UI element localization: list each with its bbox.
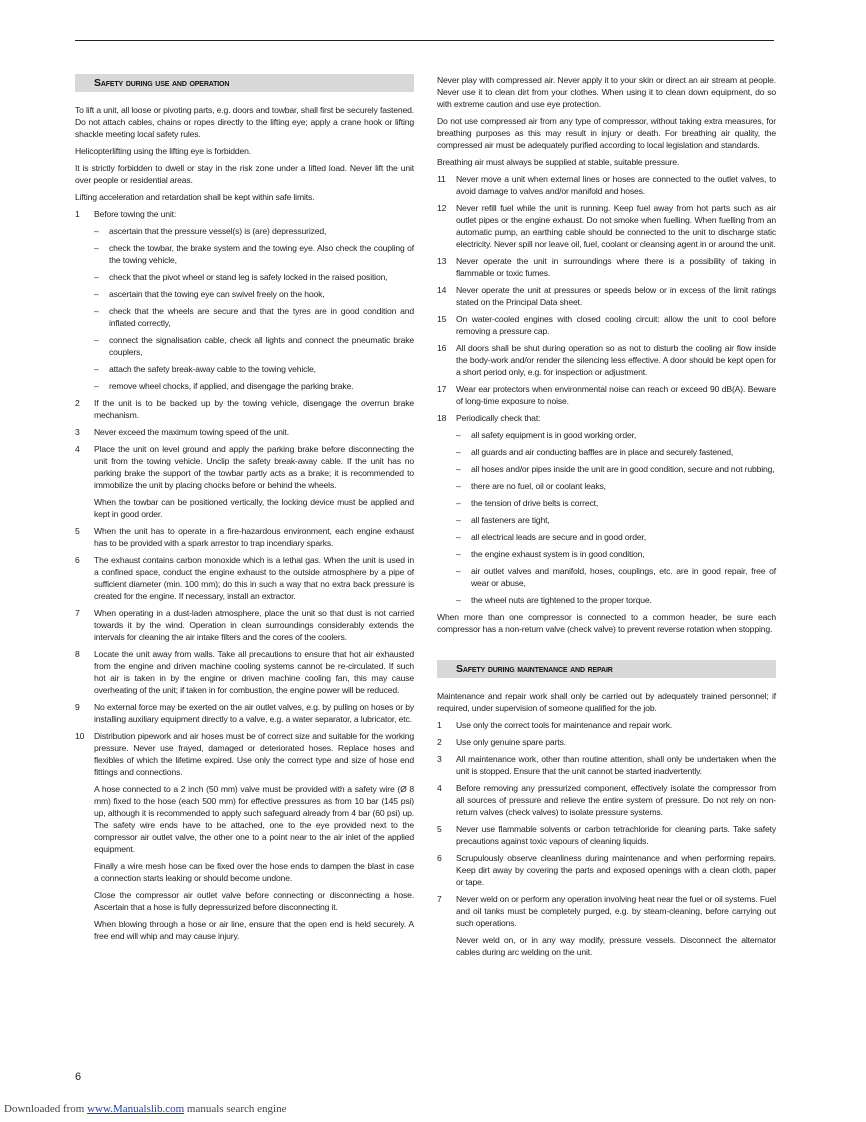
sub-item-text: remove wheel chocks, if applied, and disengage the parking brake. bbox=[109, 381, 354, 391]
item-paragraph: Never weld on, or in any way modify, pressure vessels. Disconnect the alternator cables during arc welding on the unit. bbox=[456, 935, 776, 957]
maintenance-items-list bbox=[437, 719, 776, 958]
sub-item-text: check the towbar, the brake system and the towing eye. Also check the coupling of the towing vehicle, bbox=[109, 243, 414, 265]
dash-bullet: – bbox=[94, 289, 99, 299]
list-item bbox=[437, 893, 776, 958]
sub-item bbox=[94, 334, 414, 358]
list-item bbox=[437, 313, 776, 337]
sub-item-text: air outlet valves and manifold, hoses, couplings, etc. are in good repair, free of wear or abuse, bbox=[471, 566, 776, 588]
paragraph: Breathing air must always be supplied at stable, suitable pressure. bbox=[437, 157, 680, 167]
dash-bullet: – bbox=[94, 364, 99, 374]
sub-item bbox=[94, 380, 414, 392]
sub-item-text: all guards and air conducting baffles are in place and securely fastened, bbox=[471, 447, 734, 457]
section-heading-use-operation: Safety during use and operation bbox=[75, 74, 414, 92]
sub-item bbox=[456, 548, 776, 560]
item-text: Place the unit on level ground and apply the parking brake before disconnecting the unit from the towing vehicle. Unclip the safety break-away cable. If the unit has no parking brake the support of the towbar partly acts as a brake; it is recommended to immobilize the unit by placing chocks before or behind the wheels. bbox=[94, 444, 414, 490]
sub-item bbox=[94, 225, 414, 237]
sub-item bbox=[456, 594, 776, 606]
sub-item-text: ascertain that the pressure vessel(s) is (are) depressurized, bbox=[109, 226, 327, 236]
list-item bbox=[75, 443, 414, 520]
item-number: 3 bbox=[437, 754, 442, 764]
item-number: 18 bbox=[437, 413, 447, 423]
list-item bbox=[437, 782, 776, 818]
left-column bbox=[75, 74, 414, 947]
item-number: 14 bbox=[437, 285, 447, 295]
dash-bullet: – bbox=[94, 226, 99, 236]
sub-item-text: all safety equipment is in good working order, bbox=[471, 430, 637, 440]
download-footer: Downloaded from www.Manualslib.com manuals search engine bbox=[4, 1103, 287, 1115]
dash-bullet: – bbox=[94, 335, 99, 345]
list-item bbox=[75, 607, 414, 643]
paragraph: Do not use compressed air from any type of compressor, without taking extra measures, for breathing purposes as this may result in injury or death. For breathing air quality, the compressed air must be adequately purified according to local legislation and standards. bbox=[437, 116, 776, 150]
item-number: 17 bbox=[437, 384, 447, 394]
item-number: 12 bbox=[437, 203, 447, 213]
list-item bbox=[75, 554, 414, 602]
item-text: Never use flammable solvents or carbon tetrachloride for cleaning parts. Take safety precautions against toxic vapours of cleaning liquids. bbox=[456, 824, 776, 846]
item-text: Before removing any pressurized component, effectively isolate the compressor from all sources of pressure and relieve the entire system of pressure. Do not rely on non-return valves (check valves) to isolate pressure systems. bbox=[456, 783, 776, 817]
sub-item-text: all hoses and/or pipes inside the unit are in good condition, secure and not rubbing, bbox=[471, 464, 775, 474]
dash-bullet: – bbox=[456, 549, 461, 559]
list-item bbox=[437, 753, 776, 777]
item-text: No external force may be exerted on the air outlet valves, e.g. by pulling on hoses or by installing auxiliary equipment directly to a valve, e.g. a water separator, a lubricator, etc. bbox=[94, 702, 414, 724]
item-number: 9 bbox=[75, 702, 80, 712]
paragraph: Never play with compressed air. Never apply it to your skin or direct an air stream at people. Never use it to clean dirt from your clothes. When using it to clean down equipment, do so with extreme caution and use eye protection. bbox=[437, 75, 776, 109]
item-paragraph: Finally a wire mesh hose can be fixed over the hose ends to dampen the blast in case a connection starts leaking or should become undone. bbox=[94, 861, 414, 883]
right-items-list bbox=[437, 173, 776, 606]
dash-bullet: – bbox=[456, 430, 461, 440]
sub-item bbox=[456, 463, 776, 475]
paragraph: Lifting acceleration and retardation shall be kept within safe limits. bbox=[75, 192, 315, 202]
list-item bbox=[75, 648, 414, 696]
item-number: 16 bbox=[437, 343, 447, 353]
sub-item bbox=[456, 565, 776, 589]
sub-item-text: ascertain that the towing eye can swivel freely on the hook, bbox=[109, 289, 325, 299]
sub-item bbox=[94, 363, 414, 375]
dash-bullet: – bbox=[94, 381, 99, 391]
list-item bbox=[437, 852, 776, 888]
list-item bbox=[75, 397, 414, 421]
item-paragraph: A hose connected to a 2 inch (50 mm) valve must be provided with a safety wire (Ø 8 mm) fixed to the hose (each 500 mm) for effective pressures as from 10 bar (145 psi) up, although it is recommended to apply such safeguard already from 4 bar (60 psi) up. The safety wire ends have to be attached, one to the eye provided next to the compressor air outlet valve, the other one to a point near to the air inlet of the applied equipment. bbox=[94, 784, 414, 854]
item-text: Distribution pipework and air hoses must be of correct size and suitable for the working pressure. Never use frayed, damaged or deteriorated hoses. Replace hoses and flexibles of which the lifetime expired. Use only the correct type and size of hose end fittings and connections. bbox=[94, 731, 414, 777]
dash-bullet: – bbox=[456, 515, 461, 525]
page-number: 6 bbox=[75, 1071, 82, 1083]
item-text: When the unit has to operate in a fire-hazardous environment, each engine exhaust has to be provided with a spark arrestor to trap incendiary sparks. bbox=[94, 526, 414, 548]
item-number: 5 bbox=[75, 526, 80, 536]
closing-paragraph: When more than one compressor is connected to a common header, be sure each compressor has a non-return valve (check valve) to prevent reverse rotation when stopping. bbox=[437, 612, 776, 634]
sub-item-text: all electrical leads are secure and in good order, bbox=[471, 532, 646, 542]
sub-item-text: there are no fuel, oil or coolant leaks, bbox=[471, 481, 606, 491]
sub-item bbox=[456, 514, 776, 526]
item-text: Wear ear protectors when environmental noise can reach or exceed 90 dB(A). Beware of long-time exposure to noise. bbox=[456, 384, 776, 406]
item-number: 6 bbox=[75, 555, 80, 565]
list-item bbox=[437, 202, 776, 250]
list-item bbox=[75, 730, 414, 942]
paragraph: It is strictly forbidden to dwell or stay in the risk zone under a lifted load. Never lift the unit over people or residential areas. bbox=[75, 163, 414, 185]
left-items-list bbox=[75, 208, 414, 942]
item-text: Never operate the unit at pressures or speeds below or in excess of the limit ratings stated on the Principal Data sheet. bbox=[456, 285, 776, 307]
item-number: 4 bbox=[75, 444, 80, 454]
dash-bullet: – bbox=[456, 464, 461, 474]
sub-item-text: check that the pivot wheel or stand leg is safely locked in the raised position, bbox=[109, 272, 388, 282]
right-continuation bbox=[437, 74, 776, 168]
item-number: 1 bbox=[437, 720, 442, 730]
item-text: Never move a unit when external lines or hoses are connected to the outlet valves, to avoid damage to valves and/or manifold and hoses. bbox=[456, 174, 776, 196]
section-heading-maintenance-repair: Safety during maintenance and repair bbox=[437, 660, 776, 678]
sub-item-text: check that the wheels are secure and that the tyres are in good condition and inflated correctly, bbox=[109, 306, 414, 328]
list-item bbox=[437, 736, 776, 748]
dash-bullet: – bbox=[456, 532, 461, 542]
sub-item bbox=[456, 446, 776, 458]
item-text: Locate the unit away from walls. Take all precautions to ensure that hot air exhausted from the engine and driven machine cooling systems cannot be re-circulated. If such hot air is taken in by the engine or driven machine cooling fan, this may cause overheating of the unit; if taken in for combustion, the engine power will be reduced. bbox=[94, 649, 414, 695]
list-item bbox=[437, 719, 776, 731]
item-text: Periodically check that: bbox=[456, 413, 541, 423]
item-text: The exhaust contains carbon monoxide which is a lethal gas. When the unit is used in a confined space, conduct the engine exhaust to the outside atmosphere by a pipe of sufficient diameter (min. 100 mm); do this in such a way that no extra back pressure is created for the engine. If necessary, install an extractor. bbox=[94, 555, 414, 601]
item-text: Use only genuine spare parts. bbox=[456, 737, 566, 747]
sub-item bbox=[94, 305, 414, 329]
item-paragraph: When blowing through a hose or air line, ensure that the open end is held securely. A free end will whip and may cause injury. bbox=[94, 919, 414, 941]
item-number: 15 bbox=[437, 314, 447, 324]
list-item bbox=[75, 426, 414, 438]
dash-bullet: – bbox=[94, 306, 99, 316]
paragraph: Helicopterlifting using the lifting eye is forbidden. bbox=[75, 146, 251, 156]
item-paragraph: When the towbar can be positioned vertically, the locking device must be applied and kept in good order. bbox=[94, 497, 414, 519]
dash-bullet: – bbox=[456, 498, 461, 508]
maintenance-intro: Maintenance and repair work shall only be carried out by adequately trained personnel; if required, under supervision of someone qualified for the job. bbox=[437, 691, 776, 713]
dash-bullet: – bbox=[456, 595, 461, 605]
item-text: Never weld on or perform any operation involving heat near the fuel or oil systems. Fuel and oil tanks must be completely purged, e.g. by steam-cleaning, before carrying out such operations. bbox=[456, 894, 776, 928]
item-number: 7 bbox=[437, 894, 442, 904]
sub-item-text: the tension of drive belts is correct, bbox=[471, 498, 599, 508]
sub-item bbox=[456, 429, 776, 441]
list-item bbox=[437, 173, 776, 197]
sub-item bbox=[94, 242, 414, 266]
item-text: Never operate the unit in surroundings where there is a possibility of taking in flammable or toxic fumes. bbox=[456, 256, 776, 278]
list-item bbox=[437, 255, 776, 279]
left-intro bbox=[75, 104, 414, 203]
sub-item-text: attach the safety break-away cable to the towing vehicle, bbox=[109, 364, 316, 374]
dash-bullet: – bbox=[94, 243, 99, 253]
list-item bbox=[75, 525, 414, 549]
dash-bullet: – bbox=[456, 566, 461, 576]
dash-bullet: – bbox=[456, 447, 461, 457]
sub-item bbox=[456, 531, 776, 543]
item-number: 6 bbox=[437, 853, 442, 863]
sub-item bbox=[94, 288, 414, 300]
sub-item-text: the engine exhaust system is in good condition, bbox=[471, 549, 645, 559]
item-text: All maintenance work, other than routine attention, shall only be undertaken when the unit is stopped. Ensure that the unit cannot be started inadvertently. bbox=[456, 754, 776, 776]
item-number: 13 bbox=[437, 256, 447, 266]
item-text: Never refill fuel while the unit is running. Keep fuel away from hot parts such as air outlet pipes or the engine exhaust. Do not smoke when fuelling. When fuelling from an automatic pump, an earthing cable should be connected to the unit to discharge static electricity. Never spill nor leave oil, fuel, coolant or cleansing agent in or around the unit. bbox=[456, 203, 776, 249]
item-text: Never exceed the maximum towing speed of the unit. bbox=[94, 427, 290, 437]
list-item bbox=[437, 342, 776, 378]
item-number: 8 bbox=[75, 649, 80, 659]
dash-bullet: – bbox=[94, 272, 99, 282]
item-text: On water-cooled engines with closed cooling circuit: allow the unit to cool before removing a pressure cap. bbox=[456, 314, 776, 336]
list-item bbox=[437, 823, 776, 847]
item-text: Scrupulously observe cleanliness during maintenance and when performing repairs. Keep dirt away by covering the parts and exposed openings with a clean cloth, paper or tape. bbox=[456, 853, 776, 887]
list-item bbox=[75, 701, 414, 725]
item-number: 4 bbox=[437, 783, 442, 793]
list-item bbox=[437, 412, 776, 606]
sub-item-text: the wheel nuts are tightened to the proper torque. bbox=[471, 595, 652, 605]
item-text: All doors shall be shut during operation so as not to disturb the cooling air flow inside the body-work and/or render the silencing less effective. A door should be kept open for a short period only, e.g. for inspection or adjustment. bbox=[456, 343, 776, 377]
item-number: 2 bbox=[437, 737, 442, 747]
item-number: 11 bbox=[437, 174, 446, 184]
item-text: Before towing the unit: bbox=[94, 209, 177, 219]
item-number: 5 bbox=[437, 824, 442, 834]
sub-item bbox=[456, 480, 776, 492]
item-text: When operating in a dust-laden atmosphere, place the unit so that dust is not carried towards it by the wind. Operation in clean surroundings considerably extends the intervals for cleaning the air intake filters and the cores of the coolers. bbox=[94, 608, 414, 642]
right-column bbox=[437, 74, 776, 963]
paragraph: To lift a unit, all loose or pivoting parts, e.g. doors and towbar, shall first be securely fastened. Do not attach cables, chains or ropes directly to the lifting eye; apply a crane hook or lifting shackle meeting local safety rules. bbox=[75, 105, 414, 139]
list-item bbox=[75, 208, 414, 392]
dash-bullet: – bbox=[456, 481, 461, 491]
list-item bbox=[437, 284, 776, 308]
item-text: Use only the correct tools for maintenance and repair work. bbox=[456, 720, 673, 730]
sub-item bbox=[94, 271, 414, 283]
top-rule bbox=[75, 40, 774, 41]
item-number: 1 bbox=[75, 209, 80, 219]
manualslib-link[interactable]: www.Manualslib.com bbox=[87, 1103, 185, 1115]
sub-item-text: all fasteners are tight, bbox=[471, 515, 550, 525]
item-number: 7 bbox=[75, 608, 80, 618]
item-paragraph: Close the compressor air outlet valve before connecting or disconnecting a hose. Ascertain that a hose is fully depressurized before disconnecting it. bbox=[94, 890, 414, 912]
item-number: 2 bbox=[75, 398, 80, 408]
sub-item bbox=[456, 497, 776, 509]
list-item bbox=[437, 383, 776, 407]
item-number: 3 bbox=[75, 427, 80, 437]
item-text: If the unit is to be backed up by the towing vehicle, disengage the overrun brake mechanism. bbox=[94, 398, 414, 420]
sub-item-text: connect the signalisation cable, check all lights and connect the pneumatic brake couplers, bbox=[109, 335, 414, 357]
item-number: 10 bbox=[75, 731, 85, 741]
